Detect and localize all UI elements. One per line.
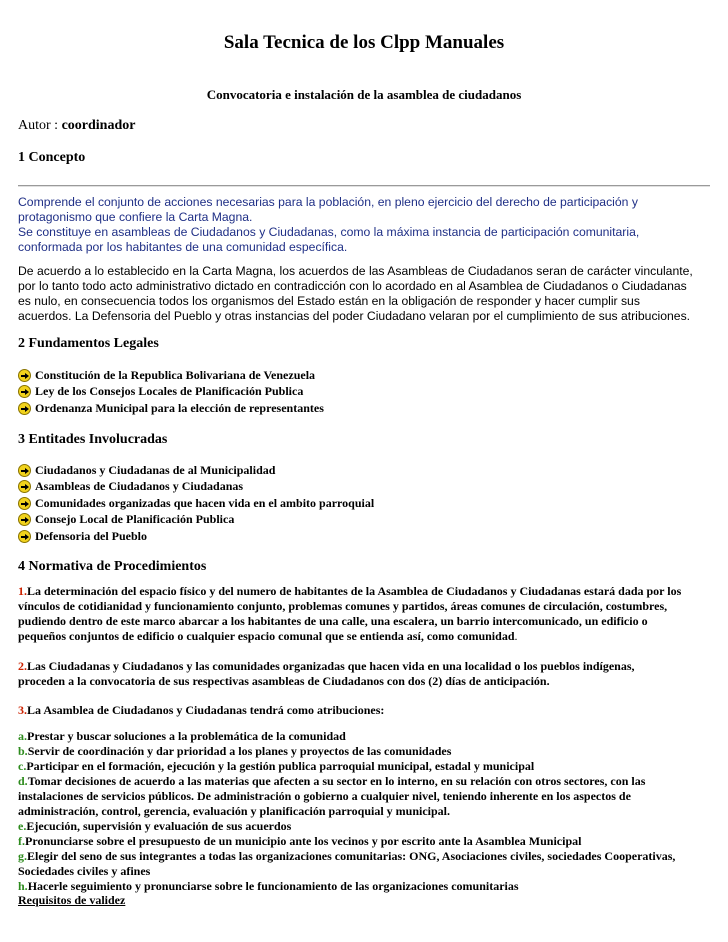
arrow-right-icon	[18, 480, 31, 493]
arrow-right-icon	[18, 513, 31, 526]
entidades-list	[18, 462, 374, 545]
item-text: Elegir del seno de sus integrantes a todas las organizaciones comunitarias: ONG, Asociaciones civiles, sociedades Cooperativas,	[27, 849, 676, 863]
concepto-intro-line: protagonismo que confiere la Carta Magna.	[18, 210, 253, 224]
list-item-continuation: administración, control, gerencia, evaluación y planificación parroquial y municipal.	[18, 804, 451, 818]
item-letter: c.	[18, 759, 27, 773]
arrow-right-icon	[18, 369, 31, 382]
concepto-intro-line: Se constituye en asambleas de Ciudadanos y Ciudadanas, como la máxima instancia de participación comunitaria,	[18, 225, 640, 239]
item-letter: h.	[18, 879, 28, 893]
concepto-intro	[18, 195, 716, 255]
list-item	[18, 528, 374, 545]
arrow-right-icon	[18, 497, 31, 510]
procedure-3	[18, 703, 716, 718]
item-text: Tomar decisiones de acuerdo a las materias que afecten a su sector en lo interno, en su relación con otros sectores, con las	[27, 774, 646, 788]
document-subtitle: Convocatoria e instalación de la asamblea de ciudadanos	[206, 87, 522, 102]
procedure-2	[18, 659, 716, 689]
concepto-intro-line: conformada por los habitantes de una comunidad específica.	[18, 240, 348, 254]
list-item-text: Ordenanza Municipal para la elección de representantes	[35, 400, 324, 415]
section-normativa-heading: 4 Normativa de Procedimientos	[18, 559, 207, 574]
list-item	[18, 774, 716, 789]
section-fundamentos-heading: 2 Fundamentos Legales	[18, 336, 159, 351]
atribuciones-list	[18, 729, 716, 894]
item-letter: f.	[18, 834, 25, 848]
document-title: Sala Tecnica de los Clpp Manuales	[223, 32, 505, 53]
list-item	[18, 384, 324, 401]
procedure-1-line	[18, 584, 716, 599]
author-line	[18, 118, 135, 134]
list-item	[18, 819, 716, 834]
item-text: Participar en el formación, ejecución y la gestión publica parroquial municipal, estadal y municipal	[26, 759, 535, 773]
list-item-text: Comunidades organizadas que hacen vida en el ambito parroquial	[35, 495, 375, 510]
concepto-body-line: es nulo, en consecuencia todos los organismos del Estado están en la obligación de responder y hacer cumplir sus	[18, 294, 640, 308]
list-item	[18, 849, 716, 864]
arrow-right-icon	[18, 464, 31, 477]
list-item-text: Asambleas de Ciudadanos y Ciudadanas	[35, 479, 244, 494]
procedure-1-line: pudiendo dentro de este marco abarcar a los habitantes de una calle, una escalera, un barrio intercomunicado, un edificio o	[18, 614, 648, 628]
section-concepto-heading: 1 Concepto	[18, 150, 86, 165]
item-letter: d.	[18, 774, 28, 788]
item-letter: g.	[18, 849, 27, 863]
procedure-number: 3.	[18, 703, 27, 717]
procedure-2-line	[18, 659, 716, 674]
list-item-continuation: instalaciones de servicios públicos. De administración o gobierno a cualquier nivel, teniendo inherente en los aspectos de	[18, 789, 631, 803]
requisitos-heading: Requisitos de validez	[18, 893, 126, 907]
list-item	[18, 400, 324, 417]
item-letter: e.	[18, 819, 27, 833]
list-item-text: Constitución de la Republica Bolivariana de Venezuela	[35, 367, 316, 382]
concepto-body-line: por lo tanto todo acto administrativo dictado en contradicción con lo acordado en al Asamblea de Ciudadanos o Ciudadanas	[18, 279, 687, 293]
procedure-tail: .	[514, 629, 518, 643]
list-item	[18, 744, 716, 759]
list-item-text: Ciudadanos y Ciudadanas de al Municipalidad	[35, 462, 276, 477]
concepto-intro-line: Comprende el conjunto de acciones necesarias para la población, en pleno ejercicio del derecho de participación y	[18, 195, 638, 209]
procedure-number: 1.	[18, 584, 27, 598]
concepto-body	[18, 264, 716, 324]
list-item	[18, 495, 374, 512]
procedure-1-line: vínculos de cotidianidad y funcionamiento conjunto, problemas comunes y partidos, áreas comunes de circulación, costumbres,	[18, 599, 668, 613]
list-item	[18, 367, 324, 384]
list-item	[18, 512, 374, 529]
list-item	[18, 759, 716, 774]
procedure-number: 2.	[18, 659, 27, 673]
section-entidades-heading: 3 Entitades Involucradas	[18, 432, 168, 447]
fundamentos-list	[18, 367, 324, 417]
list-item	[18, 729, 716, 744]
concepto-body-line: acuerdos. La Defensoria del Pueblo y otras instancias del poder Ciudadano velaran por el cumplimiento de sus atribuciones.	[18, 309, 691, 323]
item-letter: b.	[18, 744, 28, 758]
list-item	[18, 479, 374, 496]
list-item-continuation: Sociedades civiles y afines	[18, 864, 151, 878]
author-name: coordinador	[61, 118, 136, 133]
item-text: Pronunciarse sobre el presupuesto de un municipio ante los vecinos y por escrito ante la Asamblea Municipal	[25, 834, 582, 848]
procedure-text: Las Ciudadanas y Ciudadanos y las comunidades organizadas que hacen vida en una localidad o los pueblos indígenas,	[27, 659, 635, 673]
item-text: Servir de coordinación y dar prioridad a los planes y proyectos de las comunidades	[27, 744, 452, 758]
author-label: Autor :	[18, 118, 62, 133]
arrow-right-icon	[18, 385, 31, 398]
list-item	[18, 879, 716, 894]
arrow-right-icon	[18, 402, 31, 415]
list-item-text: Ley de los Consejos Locales de Planificación Publica	[35, 384, 304, 399]
arrow-right-icon	[18, 530, 31, 543]
divider	[18, 185, 710, 187]
procedure-1	[18, 584, 716, 644]
item-text: Hacerle seguimiento y pronunciarse sobre le funcionamiento de las organizaciones comunitarias	[27, 879, 519, 893]
concepto-body-line: De acuerdo a lo establecido en la Carta Magna, los acuerdos de las Asambleas de Ciudadanos seran de carácter vinculante,	[18, 264, 693, 278]
list-item-text: Defensoria del Pueblo	[35, 528, 147, 543]
list-item-text: Consejo Local de Planificación Publica	[35, 512, 235, 527]
list-item	[18, 834, 716, 849]
procedure-text: pequeños conjuntos de edificio o cualquier espacio comunal que se entienda así, como comunidad	[18, 629, 515, 643]
item-text: Prestar y buscar soluciones a la problemática de la comunidad	[27, 729, 346, 743]
procedure-text: La Asamblea de Ciudadanos y Ciudadanas tendrá como atribuciones:	[27, 703, 385, 717]
procedure-text: La determinación del espacio físico y del numero de habitantes de la Asamblea de Ciudadanos y Ciudadanas estará dada por los	[27, 584, 682, 598]
item-text: Ejecución, supervisión y evaluación de sus acuerdos	[26, 819, 292, 833]
item-letter: a.	[18, 729, 27, 743]
procedure-2-line: proceden a la convocatoria de sus respectivas asambleas de Ciudadanos con dos (2) días de anticipación.	[18, 674, 550, 688]
procedure-1-line	[18, 629, 716, 644]
procedure-3-line	[18, 703, 716, 718]
list-item	[18, 462, 374, 479]
